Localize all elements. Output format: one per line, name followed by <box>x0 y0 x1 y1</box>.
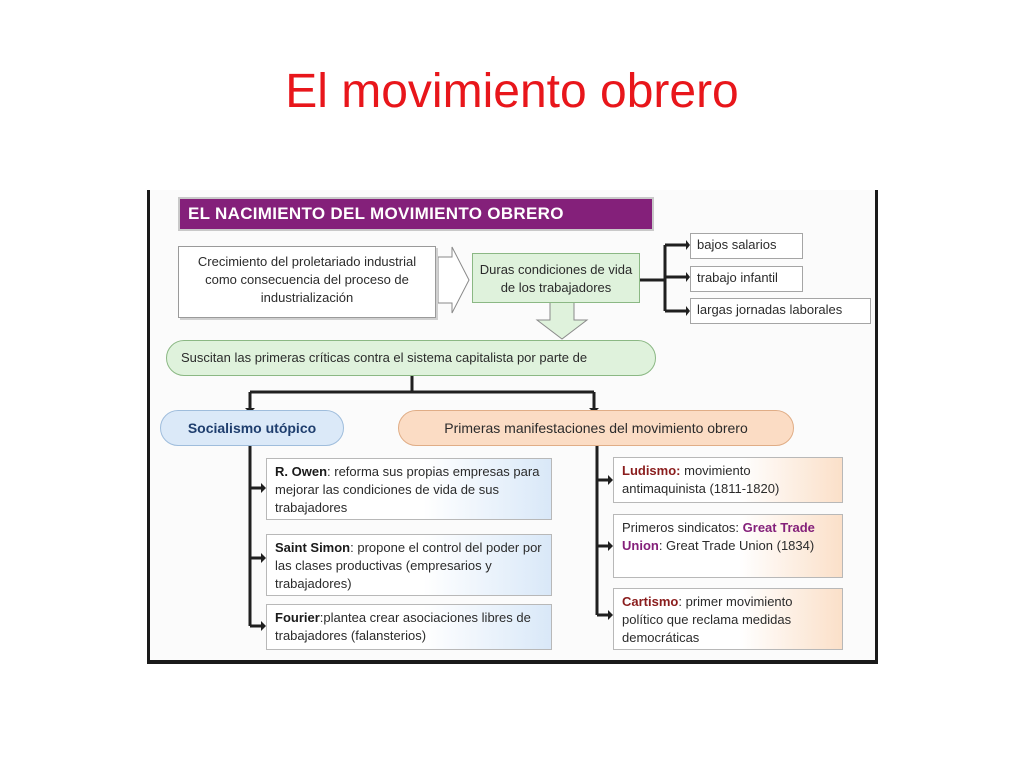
card-text: movimiento antimaquinista (1811-1820) <box>622 463 780 496</box>
list-bracket <box>640 245 686 311</box>
arrow-right-icon <box>438 247 469 313</box>
card-title: Ludismo: <box>622 463 681 478</box>
trade-union-card <box>613 514 843 578</box>
list-item: bajos salarios <box>690 233 803 259</box>
proletariat-growth-box: Crecimiento del proletariado industrial como consecuencia del proceso de industrialización <box>178 246 436 318</box>
card-text: :plantea crear asociaciones libres de trabajadores (falansterios) <box>275 610 531 643</box>
utopian-socialism-title: Socialismo utópico <box>160 410 344 446</box>
card-title: Cartismo <box>622 594 679 609</box>
card-title: Saint Simon <box>275 540 351 555</box>
card-prefix: Primeros sindicatos: <box>622 520 743 535</box>
chartism-card <box>613 588 843 650</box>
card-text: : propone el control del poder por las clases productivas (empresarios y trabajadores) <box>275 540 542 591</box>
saint-simon-card <box>266 534 552 596</box>
card-title: Fourier <box>275 610 320 625</box>
concept-diagram <box>147 190 878 664</box>
card-title: R. Owen <box>275 464 328 479</box>
list-item: trabajo infantil <box>690 266 803 292</box>
living-conditions-box: Duras condiciones de vida de los trabajadores <box>472 253 640 303</box>
fourier-card <box>266 604 552 650</box>
card-text: : reforma sus propias empresas para mejorar las condiciones de vida de sus trabajadores <box>275 464 540 515</box>
owen-card <box>266 458 552 520</box>
list-item: largas jornadas laborales <box>690 298 871 324</box>
workers-movement-title: Primeras manifestaciones del movimiento obrero <box>398 410 794 446</box>
card-text: : Great Trade Union (1834) <box>658 538 815 553</box>
slide-title: El movimiento obrero <box>285 65 739 118</box>
card-text: : primer movimiento político que reclama medidas democráticas <box>622 594 793 645</box>
ludism-card <box>613 457 843 503</box>
arrow-down-icon <box>537 300 587 339</box>
card-title: Great Trade Union <box>622 520 815 553</box>
diagram-banner: EL NACIMIENTO DEL MOVIMIENTO OBRERO <box>178 197 654 231</box>
criticism-box: Suscitan las primeras críticas contra el sistema capitalista por parte de <box>166 340 656 376</box>
